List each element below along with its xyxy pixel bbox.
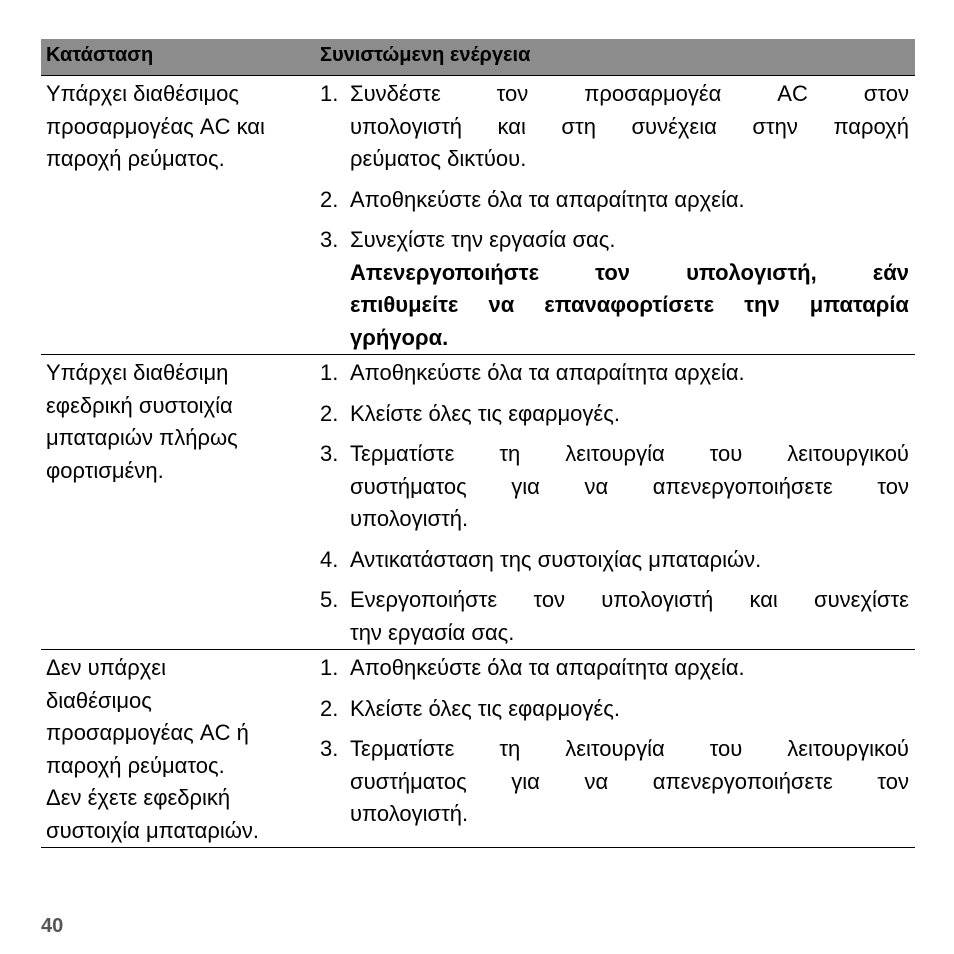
step-word: επιθυμείτε bbox=[350, 292, 459, 317]
table-row bbox=[41, 76, 915, 355]
step-line bbox=[350, 733, 909, 766]
status-line: παροχή ρεύματος. bbox=[46, 752, 225, 778]
step-text bbox=[350, 584, 909, 649]
step-word: του bbox=[709, 736, 743, 761]
step-line: την εργασία σας. bbox=[350, 619, 515, 645]
step-word: απενεργοποιήσετε bbox=[652, 473, 833, 499]
step-word: υπολογιστή bbox=[601, 587, 714, 612]
step-word: Απενεργοποιήστε bbox=[350, 259, 540, 285]
action-cell bbox=[320, 355, 915, 649]
step-word: υπολογιστή bbox=[350, 113, 463, 139]
step-word: λειτουργία bbox=[565, 736, 665, 761]
step-line: Αποθηκεύστε όλα τα απαραίτητα αρχεία. bbox=[350, 360, 745, 385]
step-line bbox=[350, 438, 909, 471]
step-word: να bbox=[584, 473, 609, 499]
action-step bbox=[320, 733, 909, 831]
step-number: 5. bbox=[320, 587, 339, 612]
status-cell bbox=[41, 355, 320, 649]
step-text bbox=[350, 544, 909, 577]
step-line: Κλείστε όλες τις εφαρμογές. bbox=[350, 400, 620, 426]
step-word: συστήματος bbox=[350, 473, 467, 499]
step-text bbox=[350, 438, 909, 536]
step-word: λειτουργικού bbox=[787, 736, 909, 761]
action-step bbox=[320, 184, 909, 217]
step-word: συνέχεια bbox=[631, 113, 717, 139]
step-text bbox=[350, 693, 909, 726]
step-word: μπαταρία bbox=[809, 292, 909, 317]
step-number: 2. bbox=[320, 186, 339, 212]
step-word: και bbox=[749, 587, 778, 612]
step-word: συνεχίστε bbox=[814, 587, 909, 612]
step-word: απενεργοποιήσετε bbox=[652, 768, 833, 794]
step-line: υπολογιστή. bbox=[350, 506, 469, 531]
action-step bbox=[320, 544, 909, 577]
step-line bbox=[350, 111, 909, 144]
step-word: τον bbox=[496, 81, 529, 106]
table-header-row bbox=[41, 39, 915, 76]
step-line bbox=[350, 289, 909, 322]
step-line bbox=[350, 257, 909, 290]
step-word: υπολογιστή, bbox=[686, 259, 817, 285]
status-line: εφεδρική συστοιχία bbox=[46, 392, 233, 418]
status-line: προσαρμογέας AC ή bbox=[46, 720, 249, 745]
step-number: 1. bbox=[320, 360, 339, 385]
action-step bbox=[320, 224, 909, 354]
action-cell bbox=[320, 76, 915, 354]
status-line: Δεν υπάρχει bbox=[46, 655, 166, 680]
step-text bbox=[350, 78, 909, 176]
step-line bbox=[350, 78, 909, 111]
step-word: Τερματίστε bbox=[350, 736, 455, 761]
step-word: για bbox=[511, 473, 540, 499]
step-number: 3. bbox=[320, 441, 339, 466]
status-line: διαθέσιμος bbox=[46, 687, 152, 713]
step-line: Αποθηκεύστε όλα τα απαραίτητα αρχεία. bbox=[350, 655, 745, 680]
step-line: γρήγορα. bbox=[350, 324, 449, 350]
step-number: 3. bbox=[320, 736, 339, 761]
step-word: τη bbox=[499, 441, 521, 466]
table-row bbox=[41, 650, 915, 848]
step-number: 2. bbox=[320, 695, 339, 721]
status-line: Υπάρχει διαθέσιμος bbox=[46, 81, 240, 106]
step-word: εάν bbox=[872, 259, 909, 285]
step-word: την bbox=[744, 292, 780, 317]
step-word: για bbox=[511, 768, 540, 794]
step-word: παροχή bbox=[833, 113, 909, 139]
step-word: να bbox=[488, 292, 515, 317]
step-text bbox=[350, 224, 909, 354]
action-step bbox=[320, 78, 909, 176]
action-step bbox=[320, 652, 909, 685]
header-status: Κατάσταση bbox=[46, 44, 154, 66]
step-word: να bbox=[584, 768, 609, 794]
page-number: 40 bbox=[41, 915, 64, 937]
step-word: AC bbox=[777, 81, 808, 106]
step-word: Τερματίστε bbox=[350, 441, 455, 466]
step-word: τον bbox=[595, 259, 631, 285]
step-line: Συνεχίστε την εργασία σας. bbox=[350, 227, 616, 252]
action-step bbox=[320, 398, 909, 431]
status-line: προσαρμογέας AC και bbox=[46, 113, 265, 139]
step-line: Κλείστε όλες τις εφαρμογές. bbox=[350, 695, 620, 721]
step-word: τον bbox=[877, 473, 909, 499]
step-word: στη bbox=[561, 113, 596, 139]
step-word: τη bbox=[499, 736, 521, 761]
status-line: μπαταριών πλήρως bbox=[46, 425, 238, 450]
step-line bbox=[350, 584, 909, 617]
step-word: Ενεργοποιήστε bbox=[350, 587, 498, 612]
step-word: επαναφορτίσετε bbox=[544, 292, 715, 317]
step-text bbox=[350, 398, 909, 431]
header-action: Συνιστώμενη ενέργεια bbox=[320, 44, 531, 66]
step-word: λειτουργία bbox=[565, 441, 665, 466]
step-word: τον bbox=[533, 587, 566, 612]
battery-status-table bbox=[41, 39, 915, 848]
status-cell bbox=[41, 76, 320, 354]
status-cell bbox=[41, 650, 320, 847]
step-word: στον bbox=[863, 81, 909, 106]
status-line: παροχή ρεύματος. bbox=[46, 146, 225, 171]
step-number: 4. bbox=[320, 546, 339, 572]
step-number: 2. bbox=[320, 400, 339, 426]
step-number: 1. bbox=[320, 655, 339, 680]
status-line: συστοιχία μπαταριών. bbox=[46, 817, 260, 843]
step-word: Συνδέστε bbox=[350, 81, 441, 106]
table-body bbox=[41, 76, 915, 848]
step-number: 3. bbox=[320, 227, 339, 252]
step-line: υπολογιστή. bbox=[350, 801, 469, 826]
step-line bbox=[350, 766, 909, 799]
status-line: Δεν έχετε εφεδρική bbox=[46, 785, 231, 810]
action-step bbox=[320, 357, 909, 390]
step-word: του bbox=[709, 441, 743, 466]
step-word: και bbox=[497, 113, 526, 139]
action-step bbox=[320, 693, 909, 726]
step-line: ρεύματος δικτύου. bbox=[350, 146, 527, 171]
action-step bbox=[320, 584, 909, 649]
step-number: 1. bbox=[320, 81, 339, 106]
status-line: φορτισμένη. bbox=[46, 457, 164, 483]
step-text bbox=[350, 357, 909, 390]
step-text bbox=[350, 652, 909, 685]
step-word: τον bbox=[877, 768, 909, 794]
status-line: Υπάρχει διαθέσιμη bbox=[46, 360, 229, 385]
step-text bbox=[350, 733, 909, 831]
step-line: Αποθηκεύστε όλα τα απαραίτητα αρχεία. bbox=[350, 186, 745, 212]
step-word: στην bbox=[752, 113, 798, 139]
step-line: Αντικατάσταση της συστοιχίας μπαταριών. bbox=[350, 546, 762, 572]
action-cell bbox=[320, 650, 915, 847]
step-text bbox=[350, 184, 909, 217]
step-word: λειτουργικού bbox=[787, 441, 909, 466]
action-step bbox=[320, 438, 909, 536]
step-word: προσαρμογέα bbox=[584, 81, 722, 106]
table-row bbox=[41, 355, 915, 650]
step-word: συστήματος bbox=[350, 768, 467, 794]
step-line bbox=[350, 471, 909, 504]
